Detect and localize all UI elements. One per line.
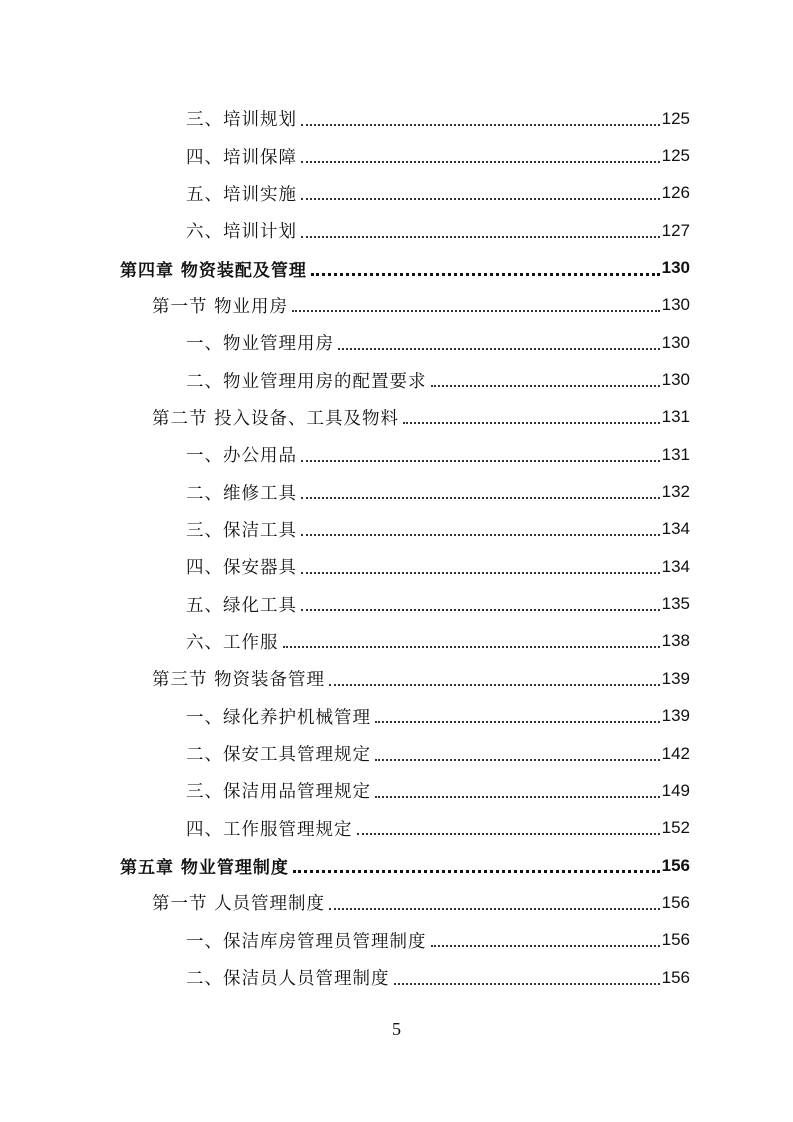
dot-leader [431, 945, 660, 947]
page-number: 5 [392, 1019, 401, 1039]
toc-entry-title: 一、办公用品 [186, 446, 297, 467]
toc-entry-page: 149 [661, 780, 690, 800]
toc-row[interactable] [0, 137, 793, 174]
toc-row[interactable] [0, 399, 793, 436]
dot-leader [293, 870, 660, 873]
toc-row[interactable] [0, 698, 793, 735]
toc-entry-page: 139 [661, 706, 690, 726]
toc-row[interactable] [0, 287, 793, 324]
toc-entry-title: 二、保洁员人员管理制度 [186, 969, 390, 990]
toc-row[interactable] [0, 810, 793, 847]
toc-entry-page: 156 [661, 892, 690, 912]
toc-row[interactable] [0, 922, 793, 959]
toc-entry-title: 四、工作服管理规定 [186, 819, 353, 840]
dot-leader [301, 609, 660, 611]
toc-entry-page: 139 [661, 668, 690, 688]
dot-leader [311, 273, 660, 276]
toc-row[interactable] [0, 847, 793, 884]
dot-leader [301, 497, 660, 499]
toc-entry-page: 131 [661, 444, 690, 464]
dot-leader [301, 572, 660, 574]
dot-leader [375, 759, 660, 761]
toc-entry-title: 一、物业管理用房 [186, 334, 334, 355]
toc-entry-page: 125 [661, 108, 690, 128]
dot-leader [338, 348, 660, 350]
toc-entry-page: 130 [661, 295, 690, 315]
toc-entry-title: 一、保洁库房管理员管理制度 [186, 931, 427, 952]
dot-leader [394, 983, 660, 985]
toc-entry-page: 142 [661, 743, 690, 763]
toc-entry-title: 六、工作服 [186, 632, 279, 653]
toc-entry-page: 130 [661, 332, 690, 352]
dot-leader [301, 534, 660, 536]
toc-row[interactable] [0, 473, 793, 510]
toc-entry-page: 156 [661, 967, 690, 987]
toc-entry-title: 第一节 物业用房 [152, 296, 289, 317]
dot-leader [301, 161, 660, 163]
toc-entry-title: 第二节 投入设备、工具及物料 [152, 408, 400, 429]
toc-entry-title: 五、绿化工具 [186, 595, 297, 616]
dot-leader [329, 684, 660, 686]
dot-leader [301, 124, 660, 126]
toc-entry-title: 一、绿化养护机械管理 [186, 707, 371, 728]
toc-row[interactable] [0, 884, 793, 921]
toc-entry-page: 156 [661, 855, 690, 875]
toc-row[interactable] [0, 100, 793, 137]
dot-leader [283, 646, 660, 648]
toc-entry-page: 134 [661, 519, 690, 539]
dot-leader [301, 236, 660, 238]
toc-entry-page: 126 [661, 183, 690, 203]
toc-entry-page: 125 [661, 146, 690, 166]
dot-leader [403, 422, 660, 424]
toc-entry-title: 二、物业管理用房的配置要求 [186, 371, 427, 392]
toc-row[interactable] [0, 772, 793, 809]
toc-entry-page: 130 [661, 370, 690, 390]
toc-entry-page: 152 [661, 818, 690, 838]
toc-entry-title: 五、培训实施 [186, 184, 297, 205]
toc-row[interactable] [0, 623, 793, 660]
toc-entry-page: 134 [661, 556, 690, 576]
toc-entry-page: 132 [661, 482, 690, 502]
toc-entry-title: 第五章 物业管理制度 [120, 858, 289, 879]
toc-entry-title: 四、培训保障 [186, 147, 297, 168]
toc-entry-page: 135 [661, 594, 690, 614]
toc-row[interactable] [0, 959, 793, 996]
dot-leader [301, 198, 660, 200]
toc-entry-title: 三、保洁工具 [186, 520, 297, 541]
toc-entry-title: 三、保洁用品管理规定 [186, 782, 371, 803]
toc-entry-page: 156 [661, 930, 690, 950]
toc-row[interactable] [0, 212, 793, 249]
dot-leader [375, 796, 660, 798]
toc-row[interactable] [0, 436, 793, 473]
toc-entry-page: 130 [661, 258, 690, 278]
dot-leader [431, 385, 660, 387]
toc-entry-title: 四、保安器具 [186, 558, 297, 579]
toc-entry-page: 138 [661, 631, 690, 651]
toc-row[interactable] [0, 511, 793, 548]
dot-leader [375, 721, 660, 723]
toc-row[interactable] [0, 548, 793, 585]
dot-leader [357, 833, 660, 835]
toc-entry-title: 二、维修工具 [186, 483, 297, 504]
toc-entry-title: 第一节 人员管理制度 [152, 894, 326, 915]
dot-leader [329, 908, 660, 910]
toc-entry-title: 第四章 物资装配及管理 [120, 260, 307, 281]
toc-row[interactable] [0, 660, 793, 697]
toc-row[interactable] [0, 175, 793, 212]
toc-row[interactable] [0, 585, 793, 622]
dot-leader [292, 310, 660, 312]
toc-entry-title: 六、培训计划 [186, 222, 297, 243]
toc-row[interactable] [0, 324, 793, 361]
dot-leader [301, 460, 660, 462]
toc-entry-title: 第三节 物资装备管理 [152, 670, 326, 691]
toc-row[interactable] [0, 249, 793, 286]
toc-row[interactable] [0, 361, 793, 398]
toc-entry-page: 131 [661, 407, 690, 427]
toc-row[interactable] [0, 735, 793, 772]
table-of-contents [0, 100, 793, 996]
toc-entry-title: 二、保安工具管理规定 [186, 745, 371, 766]
toc-entry-title: 三、培训规划 [186, 110, 297, 131]
toc-entry-page: 127 [661, 220, 690, 240]
